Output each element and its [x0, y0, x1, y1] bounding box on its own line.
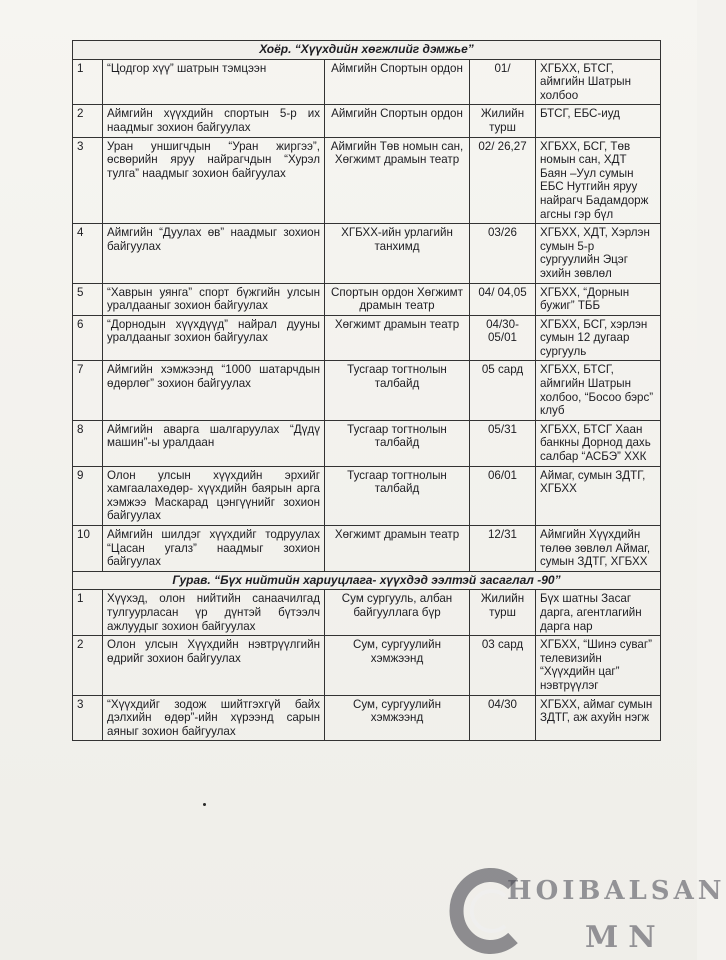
date-cell: 05/31	[470, 420, 536, 466]
location-cell: Хөгжимт драмын театр	[325, 315, 470, 361]
responsible-cell: ХГБХХ, “Дорнын бужиг” ТББ	[536, 283, 661, 315]
location-cell: ХГБХХ-ийн урлагийн танхимд	[325, 224, 470, 283]
date-cell: 12/31	[470, 526, 536, 572]
date-cell: 04/ 04,05	[470, 283, 536, 315]
section-header-three	[73, 571, 661, 590]
location-cell: Тусгаар тогтнолын талбайд	[325, 361, 470, 420]
activity-cell: Аймгийн аварга шалгаруулах “Дүдү машин”-ы уралдаан	[103, 420, 325, 466]
table-row	[73, 526, 661, 572]
location-cell: Сум сургууль, албан байгууллага бүр	[325, 590, 470, 636]
watermark-text-bottom: MN	[585, 920, 666, 955]
row-number: 8	[73, 420, 103, 466]
date-cell: Жилийн турш	[470, 105, 536, 137]
table-row	[73, 695, 661, 741]
row-number: 1	[73, 590, 103, 636]
table-row	[73, 105, 661, 137]
activity-cell: “Дорнодын хүүхдүүд” найрал дууны уралдааныг зохион байгуулах	[103, 315, 325, 361]
row-number: 2	[73, 636, 103, 695]
responsible-cell: Аймгийн Хүүхдийн төлөө зөвлөл Аймаг, сумын ЗДТГ, ХГБХХ	[536, 526, 661, 572]
activity-cell: “Цодгор хүү” шатрын тэмцээн	[103, 59, 325, 105]
section-title: Гурав. “Бүх нийтийн хариуцлага- хүүхдэд ээлтэй засаглал -90”	[73, 571, 661, 590]
activity-cell: Аймгийн “Дуулах өв” наадмыг зохион байгуулах	[103, 224, 325, 283]
responsible-cell: ХГБХХ, БТСГ Хаан банкны Дорнод дахь салбар “АСБЭ” ХХК	[536, 420, 661, 466]
location-cell: Сум, сургуулийн хэмжээнд	[325, 636, 470, 695]
table-row	[73, 590, 661, 636]
location-cell: Аймгийн Төв номын сан, Хөгжимт драмын театр	[325, 137, 470, 224]
location-cell: Аймгийн Спортын ордон	[325, 105, 470, 137]
table-row	[73, 636, 661, 695]
responsible-cell: ХГБХХ, ХДТ, Хэрлэн сумын 5-р сургуулийн Эцэг эхийн зөвлөл	[536, 224, 661, 283]
table-row	[73, 420, 661, 466]
date-cell: 03 сард	[470, 636, 536, 695]
date-cell: 03/26	[470, 224, 536, 283]
activity-cell: Аймгийн хүүхдийн спортын 5-р их наадмыг зохион байгуулах	[103, 105, 325, 137]
location-cell: Тусгаар тогтнолын талбайд	[325, 420, 470, 466]
activity-plan-table	[72, 40, 661, 741]
section-header-two	[73, 41, 661, 60]
date-cell: Жилийн турш	[470, 590, 536, 636]
location-cell: Хөгжимт драмын театр	[325, 526, 470, 572]
row-number: 1	[73, 59, 103, 105]
activity-cell: Олон улсын Хүүхдийн нэвтрүүлгийн өдрийг зохион байгуулах	[103, 636, 325, 695]
row-number: 3	[73, 137, 103, 224]
row-number: 10	[73, 526, 103, 572]
table-row	[73, 466, 661, 525]
activity-cell: Хүүхэд, олон нийтийн санаачилгад тулгуурласан үр дүнтэй бүтээлч ажлуудыг зохион байгуулах	[103, 590, 325, 636]
date-cell: 04/30-05/01	[470, 315, 536, 361]
table-row	[73, 361, 661, 420]
activity-cell: “Хаврын уянга” спорт бүжгийн улсын уралдааныг зохион байгуулах	[103, 283, 325, 315]
row-number: 9	[73, 466, 103, 525]
responsible-cell: ХГБХХ, аймаг сумын ЗДТГ, аж ахуйн нэгж	[536, 695, 661, 741]
row-number: 4	[73, 224, 103, 283]
responsible-cell: ХГБХХ, БСГ, Төв номын сан, ХДТ Баян –Уул сумын ЕБС Нутгийн яруу найрагч Бадамдорж агсны гэр бүл	[536, 137, 661, 224]
scan-speck	[203, 803, 206, 806]
location-cell: Спортын ордон Хөгжимт драмын театр	[325, 283, 470, 315]
date-cell: 06/01	[470, 466, 536, 525]
responsible-cell: ХГБХХ, БТСГ, аймгийн Шатрын холбоо, “Босоо бэрс” клуб	[536, 361, 661, 420]
date-cell: 05 сард	[470, 361, 536, 420]
watermark-text-top: HOIBALSAN	[507, 876, 726, 906]
responsible-cell: ХГБХХ, “Шинэ суваг” телевизийн “Хүүхдийн цаг” нэвтрүүлэг	[536, 636, 661, 695]
choibalsan-watermark	[445, 862, 726, 960]
location-cell: Аймгийн Спортын ордон	[325, 59, 470, 105]
activity-cell: Уран уншигчдын “Уран жиргээ”, өсвөрийн яруу найрагчдын “Хурэл тулга” наадмыг зохион байгуулах	[103, 137, 325, 224]
row-number: 5	[73, 283, 103, 315]
row-number: 3	[73, 695, 103, 741]
row-number: 2	[73, 105, 103, 137]
responsible-cell: ХГБХХ, БТСГ, аймгийн Шатрын холбоо	[536, 59, 661, 105]
activity-cell: Аймгийн шилдэг хүүхдийг тодруулах “Цасан угалз” наадмыг зохион байгуулах	[103, 526, 325, 572]
activity-cell: Аймгийн хэмжээнд “1000 шатарчдын өдөрлөг” зохион байгуулах	[103, 361, 325, 420]
table-row	[73, 283, 661, 315]
date-cell: 04/30	[470, 695, 536, 741]
location-cell: Тусгаар тогтнолын талбайд	[325, 466, 470, 525]
row-number: 6	[73, 315, 103, 361]
responsible-cell: Бүх шатны Засаг дарга, агентлагийн дарга нар	[536, 590, 661, 636]
row-number: 7	[73, 361, 103, 420]
responsible-cell: БТСГ, ЕБС-иуд	[536, 105, 661, 137]
activity-cell: Олон улсын хүүхдийн эрхийг хамгаалахөдөр- хүүхдийн баярын арга хэмжээ Маскарад цэнгүүнийг зохион байгуулах	[103, 466, 325, 525]
location-cell: Сум, сургуулийн хэмжээнд	[325, 695, 470, 741]
section-title: Хоёр. “Хүүхдийн хөгжлийг дэмжье”	[73, 41, 661, 60]
activity-cell: “Хүүхдийг зодож шийтгэхгүй байх дэлхийн өдөр”-ийн хүрээнд сарын аяныг зохион байгуулах	[103, 695, 325, 741]
date-cell: 01/	[470, 59, 536, 105]
responsible-cell: ХГБХХ, БСГ, хэрлэн сумын 12 дугаар сургууль	[536, 315, 661, 361]
date-cell: 02/ 26,27	[470, 137, 536, 224]
table-row	[73, 59, 661, 105]
table-row	[73, 224, 661, 283]
table-row	[73, 315, 661, 361]
responsible-cell: Аймаг, сумын ЗДТГ, ХГБХХ	[536, 466, 661, 525]
table-row	[73, 137, 661, 224]
